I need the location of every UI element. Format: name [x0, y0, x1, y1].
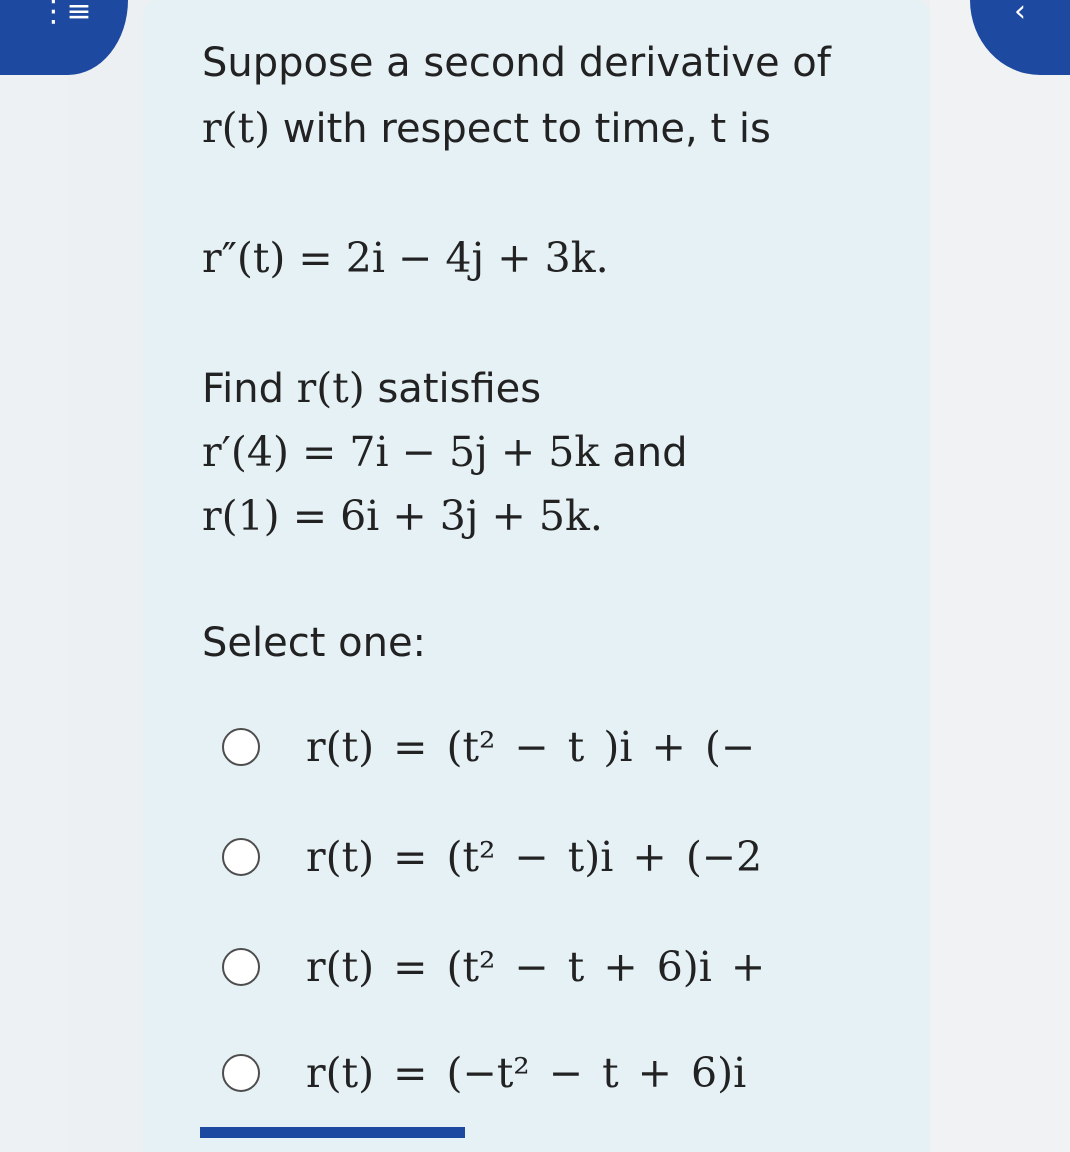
option-3-text: r(t) = (t² − t + 6)i +	[306, 943, 766, 991]
option-2-text: r(t) = (t² − t)i + (−2	[306, 833, 763, 881]
question-line-2	[202, 104, 771, 152]
condition-1-tail: and	[612, 430, 688, 476]
option-2-radio[interactable]	[222, 838, 260, 876]
select-one-label: Select one:	[202, 620, 427, 666]
left-gutter	[0, 0, 68, 1152]
nav-menu-button[interactable]	[0, 0, 128, 75]
option-4[interactable]	[222, 1038, 862, 1108]
find-prefix: Find	[202, 366, 284, 412]
find-line	[202, 364, 541, 412]
condition-1	[202, 428, 687, 476]
option-4-radio[interactable]	[222, 1054, 260, 1092]
question-line-2-math: r(t)	[202, 104, 271, 152]
option-4-text: r(t) = (−t² − t + 6)i	[306, 1049, 747, 1097]
find-suffix: satisfies	[377, 366, 542, 412]
option-1-radio[interactable]	[222, 728, 260, 766]
option-1[interactable]	[222, 712, 862, 782]
option-3[interactable]	[222, 932, 862, 1002]
progress-underline	[200, 1127, 465, 1138]
second-derivative-equation: r″(t) = 2i − 4j + 3k.	[202, 234, 609, 282]
option-2[interactable]	[222, 822, 862, 892]
chevron-icon: ‹	[1014, 0, 1026, 29]
menu-icon: ⋮≡	[38, 0, 90, 29]
question-line-2-text: with respect to time, t is	[282, 106, 771, 152]
option-3-radio[interactable]	[222, 948, 260, 986]
right-gutter	[930, 0, 1070, 1152]
option-1-text: r(t) = (t² − t )i + (−	[306, 723, 756, 771]
condition-2: r(1) = 6i + 3j + 5k.	[202, 492, 603, 540]
condition-1-math: r′(4) = 7i − 5j + 5k	[202, 428, 600, 476]
question-line-1: Suppose a second derivative of	[202, 40, 831, 86]
find-math: r(t)	[296, 364, 365, 412]
